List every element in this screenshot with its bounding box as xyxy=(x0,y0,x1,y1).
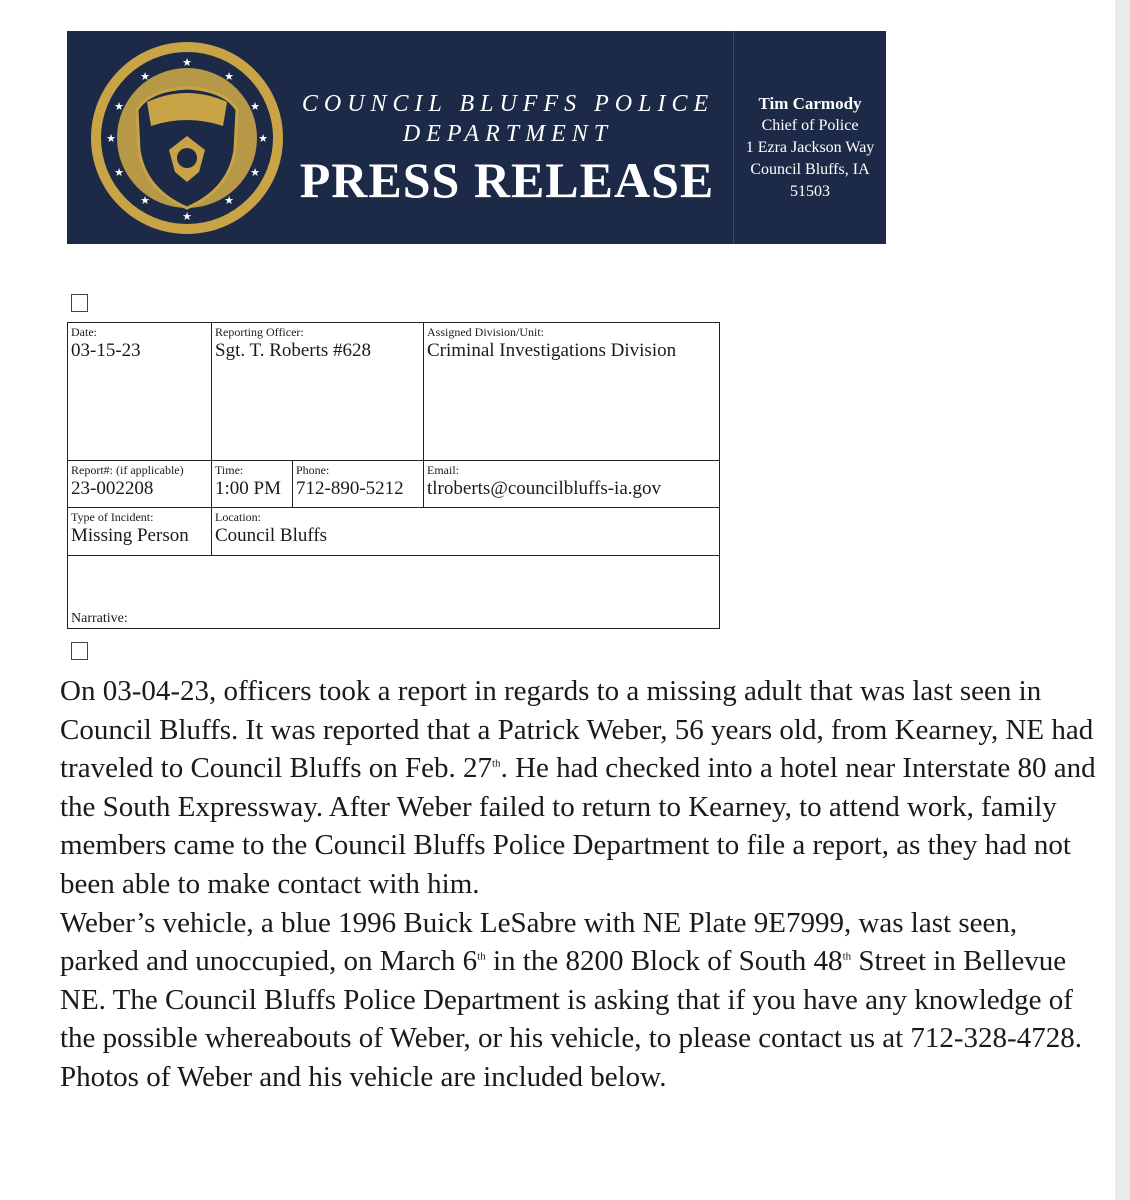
email-value: tlroberts@councilbluffs-ia.gov xyxy=(427,478,662,500)
address-line-1: 1 Ezra Jackson Way xyxy=(745,139,875,156)
narrative-label: Narrative: xyxy=(71,611,128,626)
date-label: Date: xyxy=(71,325,97,339)
officer-value: Sgt. T. Roberts #628 xyxy=(215,340,372,361)
page-edge xyxy=(1115,0,1130,1200)
date-cell xyxy=(68,323,212,461)
checkbox-top[interactable] xyxy=(71,294,88,312)
incident-label: Type of Incident: xyxy=(71,510,154,525)
svg-text:★: ★ xyxy=(106,132,116,145)
address-zip: 51503 xyxy=(790,183,830,200)
phone-cell xyxy=(293,461,424,508)
svg-text:★: ★ xyxy=(182,56,192,69)
address-line-2: Council Bluffs, IA xyxy=(750,161,870,178)
svg-text:★: ★ xyxy=(114,166,124,179)
report-label: Report#: (if applicable) xyxy=(71,463,184,478)
svg-text:★: ★ xyxy=(258,132,268,145)
time-cell xyxy=(212,461,293,508)
time-value: 1:00 PM xyxy=(215,478,281,500)
incident-cell xyxy=(68,508,212,556)
email-cell xyxy=(424,461,720,508)
svg-text:★: ★ xyxy=(250,100,260,113)
location-value: Council Bluffs xyxy=(215,525,328,547)
svg-text:★: ★ xyxy=(224,70,234,83)
location-cell xyxy=(212,508,720,556)
date-value: 03-15-23 xyxy=(71,340,141,361)
svg-text:★: ★ xyxy=(224,194,234,207)
incident-value: Missing Person xyxy=(71,525,189,547)
narrative-text xyxy=(60,672,1100,1097)
phone-value: 712-890-5212 xyxy=(296,478,404,500)
phone-label: Phone: xyxy=(296,463,330,478)
report-cell xyxy=(68,461,212,508)
svg-text:★: ★ xyxy=(182,210,192,223)
narrative-paragraph-1: On 03-04-23, officers took a report in regards to a missing adult that was last seen in Council Bluffs. It was reported that a Patrick Weber, 56 years old, from Kearney, NE had traveled to Council Bluffs on Feb. 27th. He had checked into a hotel near Interstate 80 and the South Expressway. After Weber failed to return to Kearney, to attend work, family members came to the Council Bluffs Police Department to file a report, as they had not been able to make contact with him. xyxy=(60,675,1096,900)
division-value: Criminal Investigations Division xyxy=(427,340,677,361)
officer-label: Reporting Officer: xyxy=(215,325,304,339)
location-label: Location: xyxy=(215,510,261,525)
press-release-title: PRESS RELEASE xyxy=(299,152,715,208)
svg-text:★: ★ xyxy=(140,194,150,207)
department-name: COUNCIL BLUFFS POLICE DEPARTMENT xyxy=(301,91,715,147)
time-label: Time: xyxy=(215,463,244,478)
svg-text:★: ★ xyxy=(250,166,260,179)
division-cell xyxy=(424,323,720,461)
chief-title: Chief of Police xyxy=(761,117,859,134)
incident-form xyxy=(67,322,720,629)
svg-text:★: ★ xyxy=(114,100,124,113)
header-banner xyxy=(67,31,886,244)
narrative-paragraph-3: Photos of Weber and his vehicle are included below. xyxy=(60,1060,667,1093)
narrative-cell xyxy=(68,556,720,629)
report-value: 23-002208 xyxy=(71,478,154,500)
chief-contact-block xyxy=(734,93,886,203)
narrative-paragraph-2: Weber’s vehicle, a blue 1996 Buick LeSabre with NE Plate 9E7999, was last seen, parked and unoccupied, on March 6th in the 8200 Block of South 48th Street in Bellevue NE. The Council Bluffs Police Department is asking that if you have any knowledge of the possible whereabouts of Weber, or his vehicle, to please contact us at 712-328-4728. xyxy=(60,906,1082,1055)
email-label: Email: xyxy=(427,463,459,478)
police-seal-logo xyxy=(89,40,285,236)
svg-text:★: ★ xyxy=(140,70,150,83)
division-label: Assigned Division/Unit: xyxy=(427,325,545,339)
chief-name: Tim Carmody xyxy=(758,94,862,113)
officer-cell xyxy=(212,323,424,461)
checkbox-bottom[interactable] xyxy=(71,642,88,660)
